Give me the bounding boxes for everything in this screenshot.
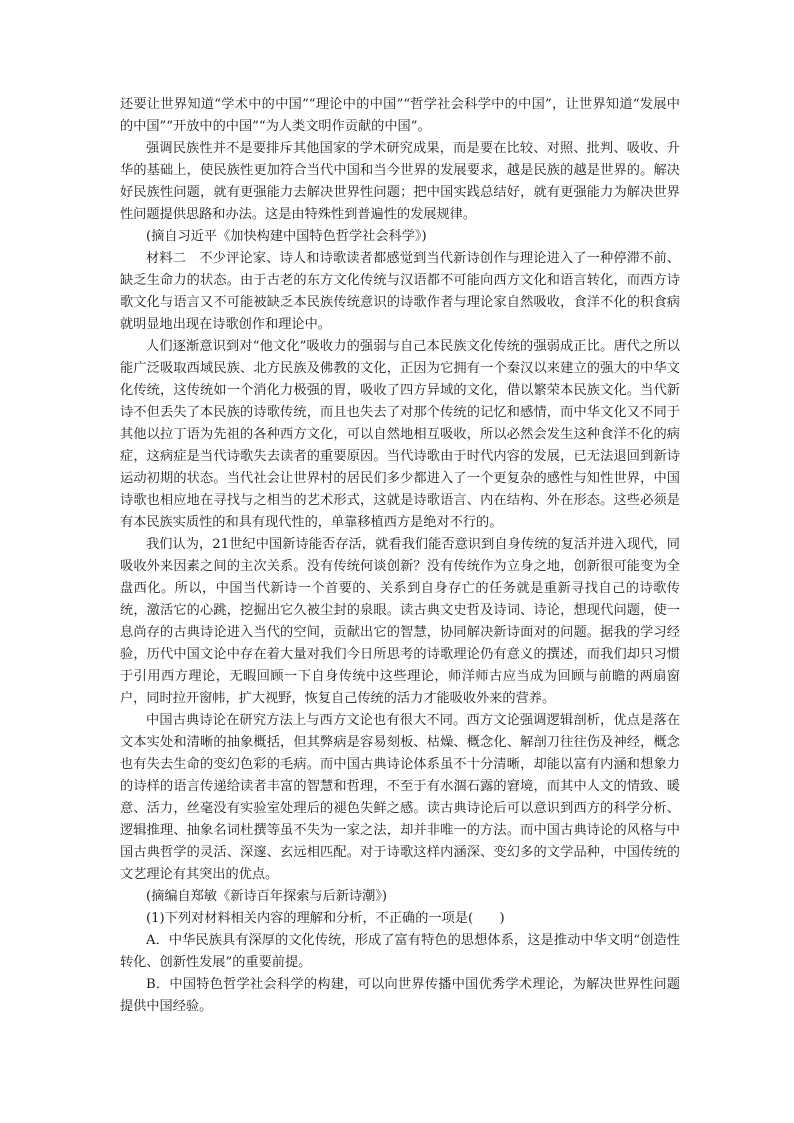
option-a: A．中华民族具有深厚的文化传统，形成了富有特色的思想体系，这是推动中华文明“创造性转化、创新性发展”的重要前提。: [120, 933, 680, 970]
paragraph-poetics-method: 中国古典诗论在研究方法上与西方文论也有很大不同。西方文论强调逻辑剖析，优点是落在文本实处和清晰的抽象概括，但其弊病是容易刻板、枯燥、概念化、解剖刀往往伤及神经，概念也有失去生命的变幻色彩的毛病。而中国古典诗论体系虽不十分清晰，却能以富有内涵和想象力的诗样的语言传递给读者丰富的智慧和哲理，不至于有水涸石露的窘境，而其中人文的情致、暖意、活力，丝毫没有实验室处理后的褪色失鲜之感。读古典诗论后可以意识到西方的科学分析、逻辑推理、抽象名词杜撰等虽不失为一家之法，却并非唯一的方法。而中国古典诗论的风格与中国古典哲学的灵活、深邃、玄远相匹配。对于诗歌这样内涵深、变幻多的文学品种，中国传统的文艺理论有其突出的优点。: [120, 713, 680, 882]
paragraph-continuation: 还要让世界知道“学术中的中国”“理论中的中国”“哲学社会科学中的中国”，让世界知道“发展中的中国”“开放中的中国”“为人类文明作贡献的中国”。: [120, 97, 680, 134]
question-1: (1)下列对材料相关内容的理解和分析，不正确的一项是( ): [146, 911, 505, 926]
paragraph-nationality: 强调民族性并不是要排斥其他国家的学术研究成果，而是要在比较、对照、批判、吸收、升华的基础上，使民族性更加符合当代中国和当今世界的发展要求，越是民族的越是世界的。解决好民族性问题，就有更强能力去解决世界性问题；把中国实践总结好，就有更强能力为解决世界性问题提供思路和办法。这是由特殊性到普遍性的发展规律。: [120, 141, 680, 222]
paragraph-material-two: 材料二 不少评论家、诗人和诗歌读者都感觉到当代新诗创作与理论进入了一种停滞不前、缺乏生命力的状态。由于古老的东方文化传统与汉语都不可能向西方文化和语言转化，而西方诗歌文化与语言又不可能被缺乏本民族传统意识的诗歌作者与理论家自然吸收，食洋不化的积食病就明显地出现在诗歌创作和理论中。: [120, 251, 680, 332]
source-citation-2: (摘编自郑敏《新诗百年探索与后新诗潮》): [146, 889, 388, 904]
option-b: B．中国特色哲学社会科学的构建，可以向世界传播中国优秀学术理论，为解决世界性问题提供中国经验。: [120, 977, 680, 1014]
paragraph-tradition-revival: 我们认为，21世纪中国新诗能否存活，就看我们能否意识到自身传统的复活并进入现代，同吸收外来因素之间的主次关系。没有传统何谈创新？没有传统作为立身之地，创新很可能变为全盘西化。所以，中国当代新诗一个首要的、关系到自身存亡的任务就是重新寻找自己的诗歌传统，激活它的心跳，挖掘出它久被尘封的泉眼。读古典文史哲及诗词、诗论，想现代问题，使一息尚存的古典诗论进入当代的空间，贡献出它的智慧，协同解决新诗面对的问题。据我的学习经验，历代中国文论中存在着大量对我们今日所思考的诗歌理论仍有意义的撰述，而我们却只习惯于引用西方理论，无暇回顾一下自身传统中这些理论，师洋师古应当成为回顾与前瞻的两扇窗户，同时拉开窗帏，扩大视野，恢复自己传统的活力才能吸收外来的营养。: [120, 537, 680, 706]
document-page: [120, 94, 680, 1018]
paragraph-other-culture: 人们逐渐意识到对“他文化”吸收力的强弱与自己本民族文化传统的强弱成正比。唐代之所以能广泛吸取西域民族、北方民族及佛教的文化，正因为它拥有一个秦汉以来建立的强大的中华文化传统，这传统如一个消化力极强的胃，吸收了四方异域的文化，借以繁荣本民族文化。当代新诗不但丢失了本民族的诗歌传统，而且也失去了对那个传统的记忆和感情，而中华文化又不同于其他以拉丁语为先祖的各种西方文化，可以自然地相互吸收，所以必然会发生这种食洋不化的病症，这病症是当代诗歌失去读者的重要原因。当代诗歌由于时代内容的发展，已无法退回到新诗运动初期的状态。当代社会让世界村的居民们多少都进入了一个更复杂的感性与知性世界，中国诗歌也相应地在寻找与之相当的艺术形式，这就是诗歌语言、内在结构、外在形态。这些必须是有本民族实质性的和具有现代性的，单靠移植西方是绝对不行的。: [120, 339, 680, 530]
source-citation-1: (摘自习近平《加快构建中国特色哲学社会科学》): [146, 229, 427, 244]
